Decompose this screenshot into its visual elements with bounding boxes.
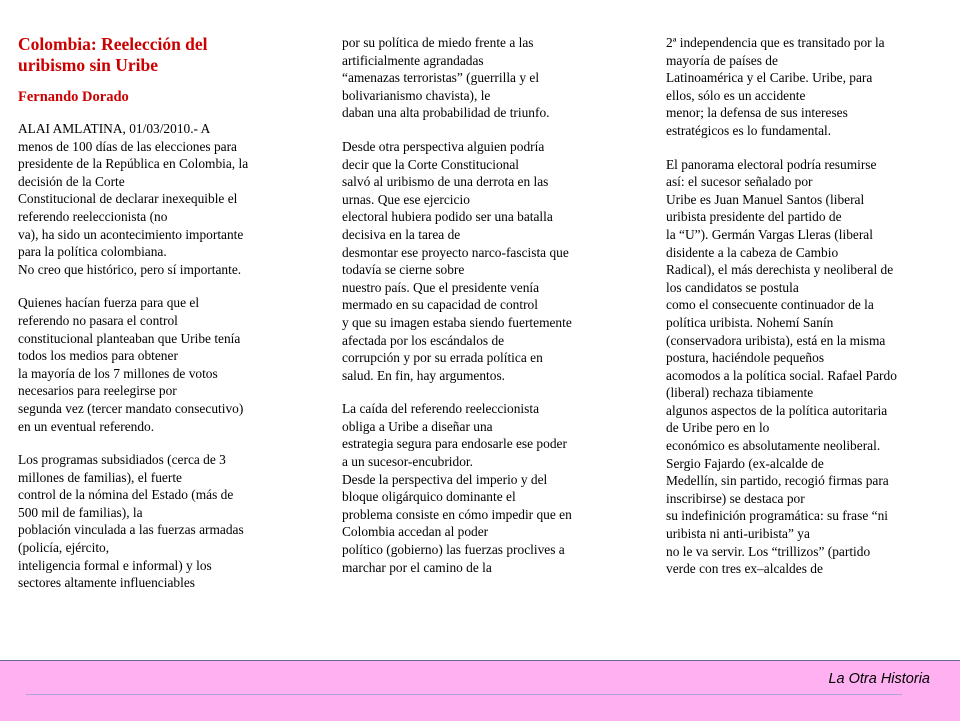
text-line: postura, haciéndole pequeños [666, 350, 825, 366]
text-line: ALAI AMLATINA, 01/03/2010.- A [18, 121, 211, 136]
text-line: corrupción y por su errada política en [342, 350, 543, 366]
text-line: afectada por los escándalos de [342, 332, 505, 348]
text-line: Medellín, sin partido, recogió firmas para [666, 473, 889, 489]
text-line: inteligencia formal e informal) y los [18, 557, 212, 573]
text-line: No creo que histórico, pero sí importante. [18, 261, 242, 277]
footer-divider [26, 694, 902, 695]
text-line: como el consecuente continuador de la [666, 297, 874, 313]
text-line: ellos, sólo es un accidente [666, 87, 806, 103]
text-line: (conservadora uribista), está en la misma [666, 332, 886, 348]
text-line: sectores altamente influenciables [18, 575, 195, 591]
text-line: económico es absolutamente neoliberal. [666, 438, 881, 454]
text-line: “amenazas terroristas” (guerrilla y el [342, 70, 540, 86]
text-line: para la política colombiana. [18, 244, 167, 260]
text-line: y que su imagen estaba siendo fuertemente [342, 314, 572, 330]
text-line: así: el sucesor señalado por [666, 174, 813, 190]
text-line: (policía, ejército, [18, 540, 110, 556]
text-line: 500 mil de familias), la [18, 504, 143, 520]
text-line: en un eventual referendo. [18, 418, 155, 434]
footer-label: La Otra Historia [828, 671, 930, 687]
text-line: los candidatos se postula [666, 279, 799, 295]
text-line: salvó al uribismo de una derrota en las [342, 174, 549, 190]
text-line: inscribirse) se destaca por [666, 490, 805, 506]
text-line: algunos aspectos de la política autoritaria [666, 402, 888, 418]
text-line: Latinoamérica y el Caribe. Uribe, para [666, 70, 873, 86]
text-line: decisiva en la tarea de [342, 226, 461, 242]
text-line: Colombia accedan al poder [342, 524, 489, 540]
text-line: no le va servir. Los “trillizos” (partido [666, 543, 871, 559]
text-line: por su política de miedo frente a las [342, 35, 534, 50]
paragraph [666, 34, 956, 140]
text-line: menor; la defensa de sus intereses [666, 105, 848, 121]
text-line: Sergio Fajardo (ex-alcalde de [666, 455, 824, 471]
text-line: a un sucesor-encubridor. [342, 454, 473, 470]
slide-footer [0, 660, 960, 721]
text-line: Quienes hacían fuerza para que el [18, 295, 200, 311]
text-line: necesarios para reelegirse por [18, 383, 177, 399]
text-line: salud. En fin, hay argumentos. [342, 367, 506, 383]
text-line: Uribe es Juan Manuel Santos (liberal [666, 191, 865, 207]
text-line: mayoría de países de [666, 52, 778, 68]
text-line: (liberal) rechaza tibiamente [666, 385, 814, 401]
text-line: política uribista. Nohemí Sanín [666, 314, 834, 330]
text-line: Desde la perspectiva del imperio y del [342, 471, 548, 487]
text-line: presidente de la República en Colombia, la [18, 156, 249, 172]
text-line: bolivarianismo chavista), le [342, 87, 491, 103]
text-line: electoral hubiera podido ser una batalla [342, 209, 553, 225]
text-line: segunda vez (tercer mandato consecutivo) [18, 400, 244, 416]
text-line: de Uribe pero en lo [666, 420, 770, 436]
text-line: urnas. Que ese ejercicio [342, 191, 470, 207]
text-line: control de la nómina del Estado (más de [18, 487, 234, 503]
paragraph [342, 34, 632, 122]
text-line: La caída del referendo reeleccionista [342, 401, 540, 417]
text-line: verde con tres ex–alcaldes de [666, 561, 823, 577]
text-line: daban una alta probabilidad de triunfo. [342, 105, 550, 121]
text-line: Los programas subsidiados (cerca de 3 [18, 452, 226, 468]
column-2 [342, 34, 632, 592]
text-line: 2ª independencia que es transitado por la [666, 35, 885, 50]
text-line: acomodos a la política social. Rafael Pardo [666, 367, 897, 383]
text-line: mermado en su capacidad de control [342, 297, 538, 313]
text-line: todavía se cierne sobre [342, 262, 465, 278]
paragraph [342, 138, 632, 384]
text-line: su indefinición programática: su frase “ni [666, 508, 888, 524]
text-line: la mayoría de los 7 millones de votos [18, 365, 218, 381]
text-line: constitucional planteaban que Uribe tenía [18, 330, 241, 346]
text-line: población vinculada a las fuerzas armadas [18, 522, 244, 538]
text-line: marchar por el camino de la [342, 559, 492, 575]
column-3 [666, 34, 956, 594]
text-line: menos de 100 días de las elecciones para [18, 138, 238, 154]
text-line: desmontar ese proyecto narco-fascista que [342, 244, 569, 260]
text-line: millones de familias), el fuerte [18, 469, 182, 485]
text-line: problema consiste en cómo impedir que en [342, 506, 572, 522]
article-author: Fernando Dorado [18, 89, 129, 105]
text-line: estratégicos es lo fundamental. [666, 122, 832, 138]
text-line: uribista presidente del partido de [666, 209, 842, 225]
text-line: El panorama electoral podría resumirse [666, 156, 877, 172]
text-line: Constitucional de declarar inexequible el [18, 191, 238, 207]
text-line: bloque oligárquico dominante el [342, 489, 516, 505]
column-1 [18, 34, 318, 608]
text-line: la “U”). Germán Vargas Lleras (liberal [666, 226, 873, 242]
text-line: todos los medios para obtener [18, 348, 178, 364]
paragraph [18, 294, 318, 435]
text-line: político (gobierno) las fuerzas proclives a [342, 542, 565, 558]
paragraph [18, 120, 318, 278]
paragraph [666, 156, 956, 578]
text-line: disidente a la cabeza de Cambio [666, 244, 839, 260]
text-line: estrategia segura para endosarle ese poder [342, 436, 567, 452]
text-line: decir que la Corte Constitucional [342, 156, 520, 172]
text-line: nuestro país. Que el presidente venía [342, 279, 540, 295]
text-line: artificialmente agrandadas [342, 52, 484, 68]
text-line: Radical), el más derechista y neoliberal de [666, 262, 894, 278]
paragraph [342, 400, 632, 576]
text-line: referendo reeleccionista (no [18, 208, 168, 224]
text-line: va), ha sido un acontecimiento importante [18, 226, 244, 242]
article-title: Colombia: Reelección del uribismo sin Uribe [18, 34, 208, 75]
text-line: referendo no pasara el control [18, 312, 178, 328]
paragraph [18, 451, 318, 592]
text-line: Desde otra perspectiva alguien podría [342, 138, 545, 154]
text-line: uribista ni anti-uribista” ya [666, 526, 810, 542]
text-line: obliga a Uribe a diseñar una [342, 418, 493, 434]
text-line: decisión de la Corte [18, 173, 125, 189]
